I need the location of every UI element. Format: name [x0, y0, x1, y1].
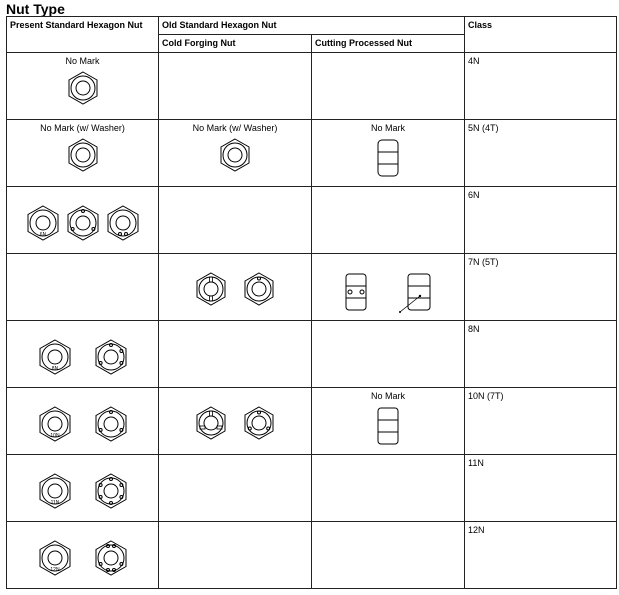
cell-cold: [159, 321, 312, 388]
table-row: [7, 187, 617, 254]
header-cold: Cold Forging Nut: [159, 35, 312, 53]
hex-nut-dots-icon: [242, 406, 276, 440]
cell-class: [465, 455, 617, 522]
cut-label: No Mark: [371, 123, 406, 133]
cell-class: [465, 388, 617, 455]
cell-cutting: [312, 254, 465, 321]
hex-nut-side-icon: [376, 138, 400, 178]
grade-mark: 12N: [49, 567, 60, 573]
cell-present: [7, 120, 159, 187]
hex-nut-icon: [66, 71, 100, 105]
cell-present: [7, 254, 159, 321]
hex-nut-marked-icon: [65, 205, 101, 241]
cell-cold: [159, 120, 312, 187]
hex-nut-marked-icon: [37, 406, 73, 442]
table-row: [7, 120, 617, 187]
class-label: 6N: [468, 190, 480, 200]
class-label: 7N (5T): [468, 257, 499, 267]
cell-class: [465, 53, 617, 120]
present-label: No Mark (w/ Washer): [40, 123, 125, 133]
cell-cold: [159, 53, 312, 120]
hex-nut-marked-icon: [37, 339, 73, 375]
table-row: [7, 388, 617, 455]
hex-nut-dots-icon: [93, 473, 129, 509]
hex-nut-dots-icon: [93, 339, 129, 375]
table-row: [7, 522, 617, 589]
cell-cold: [159, 455, 312, 522]
cell-class: [465, 187, 617, 254]
hex-nut-slotted-icon: [194, 272, 228, 306]
cell-present: [7, 187, 159, 254]
cell-class: [465, 254, 617, 321]
class-label: 4N: [468, 56, 480, 66]
cell-class: [465, 120, 617, 187]
cell-cutting: [312, 53, 465, 120]
cell-present: [7, 455, 159, 522]
cell-present: [7, 53, 159, 120]
grade-mark: 11N: [50, 500, 59, 506]
cell-cold: [159, 388, 312, 455]
table-row: [7, 321, 617, 388]
grade-mark: 10N: [49, 433, 60, 439]
cell-cold: [159, 187, 312, 254]
hex-nut-marked-icon: [37, 540, 73, 576]
cut-label: No Mark: [371, 391, 406, 401]
header-old: Old Standard Hexagon Nut: [159, 17, 465, 35]
hex-nut-washer-icon: [218, 138, 252, 172]
hex-nut-marked-icon: [105, 205, 141, 241]
cell-class: [465, 321, 617, 388]
cell-class: [465, 522, 617, 589]
hex-nut-dots-icon: [93, 406, 129, 442]
class-label: 12N: [468, 525, 485, 535]
hex-nut-dots-icon: [93, 540, 129, 576]
header-cutting: Cutting Processed Nut: [312, 35, 465, 53]
cell-cutting: [312, 321, 465, 388]
class-label: 5N (4T): [468, 123, 499, 133]
cell-present: [7, 522, 159, 589]
cell-cutting: [312, 388, 465, 455]
hex-nut-washer-icon: [66, 138, 100, 172]
grade-mark: 6N: [39, 232, 46, 238]
class-label: 10N (7T): [468, 391, 504, 401]
nut-side-pointer-icon: [398, 272, 432, 316]
cell-cold: [159, 254, 312, 321]
class-label: 11N: [468, 458, 484, 468]
cell-cutting: [312, 522, 465, 589]
cell-cutting: [312, 455, 465, 522]
present-label: No Mark: [65, 56, 100, 66]
cell-present: [7, 388, 159, 455]
nut-type-table: [6, 16, 617, 589]
header-present: Present Standard Hexagon Nut: [7, 17, 159, 53]
table-row: [7, 455, 617, 522]
table-row: [7, 53, 617, 120]
class-label: 8N: [468, 324, 480, 334]
hex-nut-dot-icon: [242, 272, 276, 306]
hex-nut-marked-icon: [37, 473, 73, 509]
nut-side-groove-icon: [344, 272, 368, 312]
hex-nut-marked-icon: [25, 205, 61, 241]
cell-cold: [159, 522, 312, 589]
cell-cutting: [312, 187, 465, 254]
header-class: Class: [465, 17, 617, 53]
hex-nut-tri-slot-icon: [194, 406, 228, 440]
cold-label: No Mark (w/ Washer): [192, 123, 278, 133]
grade-mark: 8N: [51, 366, 58, 372]
hex-nut-side-icon: [376, 406, 400, 446]
table-row: [7, 254, 617, 321]
cell-present: [7, 321, 159, 388]
page-title: Nut Type: [6, 1, 65, 17]
cell-cutting: [312, 120, 465, 187]
